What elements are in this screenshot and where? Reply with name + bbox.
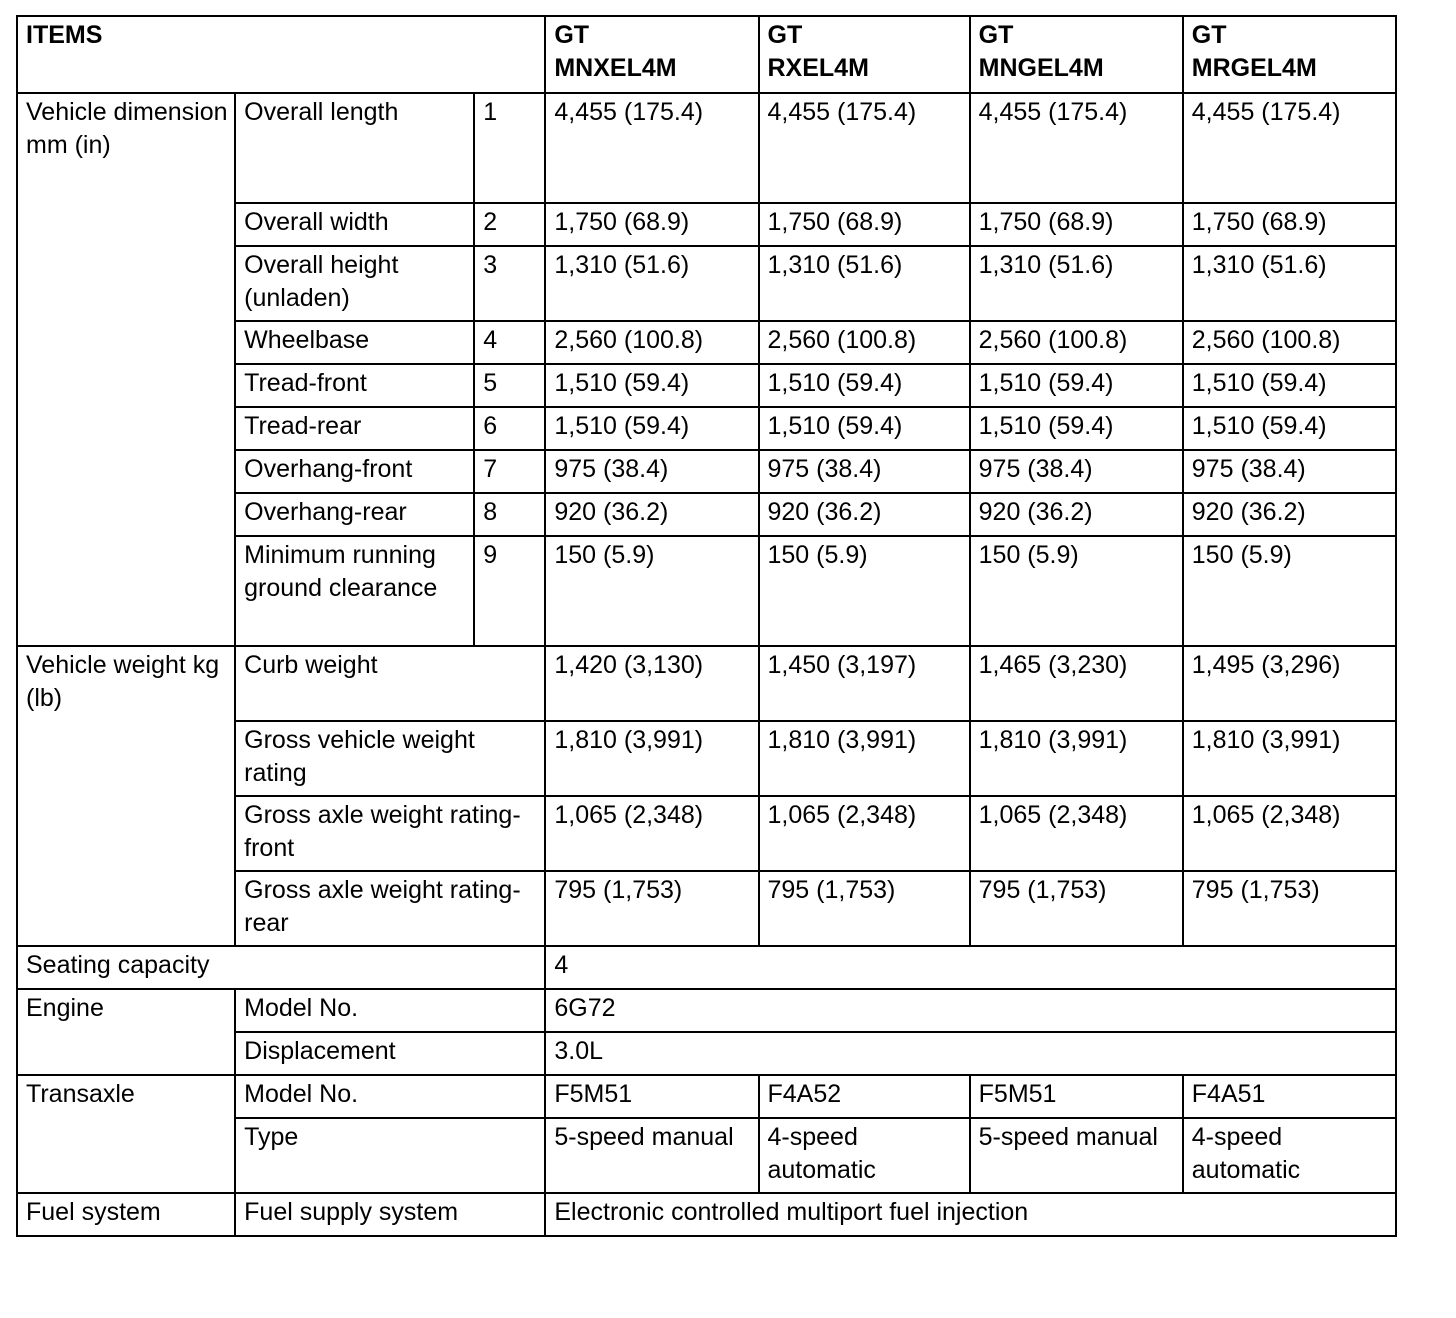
table-cell: 4-speed automatic xyxy=(1183,1118,1396,1193)
table-cell: 975 (38.4) xyxy=(1183,450,1396,493)
table-row xyxy=(17,946,1396,989)
group-label-engine: Engine xyxy=(17,989,235,1075)
table-cell: 150 (5.9) xyxy=(970,536,1183,646)
table-cell: 1,750 (68.9) xyxy=(970,203,1183,246)
table-cell: 1,065 (2,348) xyxy=(1183,796,1396,871)
table-cell: 975 (38.4) xyxy=(970,450,1183,493)
row-number: 5 xyxy=(474,364,545,407)
table-cell: 2,560 (100.8) xyxy=(759,321,970,364)
table-cell: 920 (36.2) xyxy=(759,493,970,536)
model-header xyxy=(1183,16,1396,93)
model-header xyxy=(970,16,1183,93)
table-cell: 1,065 (2,348) xyxy=(759,796,970,871)
table-cell: 975 (38.4) xyxy=(545,450,758,493)
row-number: 9 xyxy=(474,536,545,646)
group-label-weight: Vehicle weight kg (lb) xyxy=(17,646,235,946)
row-number: 2 xyxy=(474,203,545,246)
row-label: Type xyxy=(235,1118,545,1193)
row-number: 8 xyxy=(474,493,545,536)
table-cell: 4,455 (175.4) xyxy=(545,93,758,203)
row-label: Curb weight xyxy=(235,646,545,721)
row-label: Overhang-front xyxy=(235,450,474,493)
table-cell: 1,310 (51.6) xyxy=(970,246,1183,321)
table-cell: 1,750 (68.9) xyxy=(545,203,758,246)
row-label: Overhang-rear xyxy=(235,493,474,536)
model-header-line2: RXEL4M xyxy=(767,54,869,82)
table-cell: F5M51 xyxy=(970,1075,1183,1118)
row-label: Gross axle weight rating-front xyxy=(235,796,545,871)
table-cell: 1,065 (2,348) xyxy=(545,796,758,871)
table-cell: 150 (5.9) xyxy=(1183,536,1396,646)
table-cell: 975 (38.4) xyxy=(759,450,970,493)
table-cell: 2,560 (100.8) xyxy=(545,321,758,364)
table-row xyxy=(17,93,1396,203)
specifications-table xyxy=(16,15,1397,1237)
group-label-fuel: Fuel system xyxy=(17,1193,235,1236)
table-cell: 1,310 (51.6) xyxy=(759,246,970,321)
table-cell: 1,450 (3,197) xyxy=(759,646,970,721)
table-cell: 920 (36.2) xyxy=(1183,493,1396,536)
table-cell: 1,065 (2,348) xyxy=(970,796,1183,871)
table-row xyxy=(17,1193,1396,1236)
model-header-line1: GT xyxy=(767,21,803,49)
engine-model-value: 6G72 xyxy=(545,989,1396,1032)
row-label: Overall length xyxy=(235,93,474,203)
model-header-line2: MNXEL4M xyxy=(554,54,677,82)
table-cell: 920 (36.2) xyxy=(970,493,1183,536)
model-header xyxy=(545,16,758,93)
table-cell: 1,750 (68.9) xyxy=(1183,203,1396,246)
table-cell: 4-speed automatic xyxy=(759,1118,970,1193)
row-label: Minimum running ground clearance xyxy=(235,536,474,646)
row-label: Displacement xyxy=(235,1032,545,1075)
row-label: Overall height (unladen) xyxy=(235,246,474,321)
table-cell: 2,560 (100.8) xyxy=(1183,321,1396,364)
model-header-line2: MRGEL4M xyxy=(1191,54,1317,82)
table-cell: 1,465 (3,230) xyxy=(970,646,1183,721)
table-row xyxy=(17,646,1396,721)
table-cell: 1,495 (3,296) xyxy=(1183,646,1396,721)
table-cell: 1,510 (59.4) xyxy=(759,364,970,407)
row-label: Tread-front xyxy=(235,364,474,407)
table-cell: 795 (1,753) xyxy=(759,871,970,946)
items-header: ITEMS xyxy=(17,16,545,93)
fuel-value: Electronic controlled multiport fuel injection xyxy=(545,1193,1396,1236)
row-number: 3 xyxy=(474,246,545,321)
table-cell: 5-speed manual xyxy=(970,1118,1183,1193)
row-label: Gross axle weight rating-rear xyxy=(235,871,545,946)
table-cell: 920 (36.2) xyxy=(545,493,758,536)
table-cell: 1,510 (59.4) xyxy=(759,407,970,450)
table-cell: 1,510 (59.4) xyxy=(970,364,1183,407)
table-cell: 2,560 (100.8) xyxy=(970,321,1183,364)
seating-label: Seating capacity xyxy=(17,946,545,989)
table-cell: 1,510 (59.4) xyxy=(545,407,758,450)
table-cell: 1,310 (51.6) xyxy=(1183,246,1396,321)
table-cell: 1,510 (59.4) xyxy=(970,407,1183,450)
table-cell: 1,810 (3,991) xyxy=(970,721,1183,796)
table-row xyxy=(17,989,1396,1032)
table-cell: 795 (1,753) xyxy=(1183,871,1396,946)
row-number: 7 xyxy=(474,450,545,493)
model-header-line1: GT xyxy=(554,21,590,49)
table-cell: 4,455 (175.4) xyxy=(970,93,1183,203)
row-label: Tread-rear xyxy=(235,407,474,450)
table-cell: 1,750 (68.9) xyxy=(759,203,970,246)
header-row xyxy=(17,16,1396,93)
table-cell: 1,420 (3,130) xyxy=(545,646,758,721)
table-cell: 1,510 (59.4) xyxy=(1183,364,1396,407)
table-cell: 5-speed manual xyxy=(545,1118,758,1193)
model-header xyxy=(759,16,970,93)
table-cell: F5M51 xyxy=(545,1075,758,1118)
table-row xyxy=(17,1075,1396,1118)
group-label-dimension: Vehicle dimension mm (in) xyxy=(17,93,235,646)
model-header-line2: MNGEL4M xyxy=(978,54,1104,82)
model-header-line1: GT xyxy=(1191,21,1227,49)
table-cell: 150 (5.9) xyxy=(545,536,758,646)
table-cell: 4,455 (175.4) xyxy=(1183,93,1396,203)
group-label-transaxle: Transaxle xyxy=(17,1075,235,1193)
row-label: Fuel supply system xyxy=(235,1193,545,1236)
row-number: 6 xyxy=(474,407,545,450)
table-cell: F4A52 xyxy=(759,1075,970,1118)
row-label: Gross vehicle weight rating xyxy=(235,721,545,796)
row-number: 1 xyxy=(474,93,545,203)
table-cell: F4A51 xyxy=(1183,1075,1396,1118)
table-cell: 150 (5.9) xyxy=(759,536,970,646)
row-label: Model No. xyxy=(235,1075,545,1118)
table-cell: 1,810 (3,991) xyxy=(759,721,970,796)
row-label: Model No. xyxy=(235,989,545,1032)
table-cell: 1,510 (59.4) xyxy=(545,364,758,407)
row-number: 4 xyxy=(474,321,545,364)
seating-value: 4 xyxy=(545,946,1396,989)
model-header-line1: GT xyxy=(978,21,1014,49)
table-cell: 1,810 (3,991) xyxy=(1183,721,1396,796)
table-cell: 1,810 (3,991) xyxy=(545,721,758,796)
table-cell: 795 (1,753) xyxy=(970,871,1183,946)
table-cell: 4,455 (175.4) xyxy=(759,93,970,203)
row-label: Wheelbase xyxy=(235,321,474,364)
table-cell: 795 (1,753) xyxy=(545,871,758,946)
table-cell: 1,310 (51.6) xyxy=(545,246,758,321)
table-cell: 1,510 (59.4) xyxy=(1183,407,1396,450)
row-label: Overall width xyxy=(235,203,474,246)
engine-displacement-value: 3.0L xyxy=(545,1032,1396,1075)
